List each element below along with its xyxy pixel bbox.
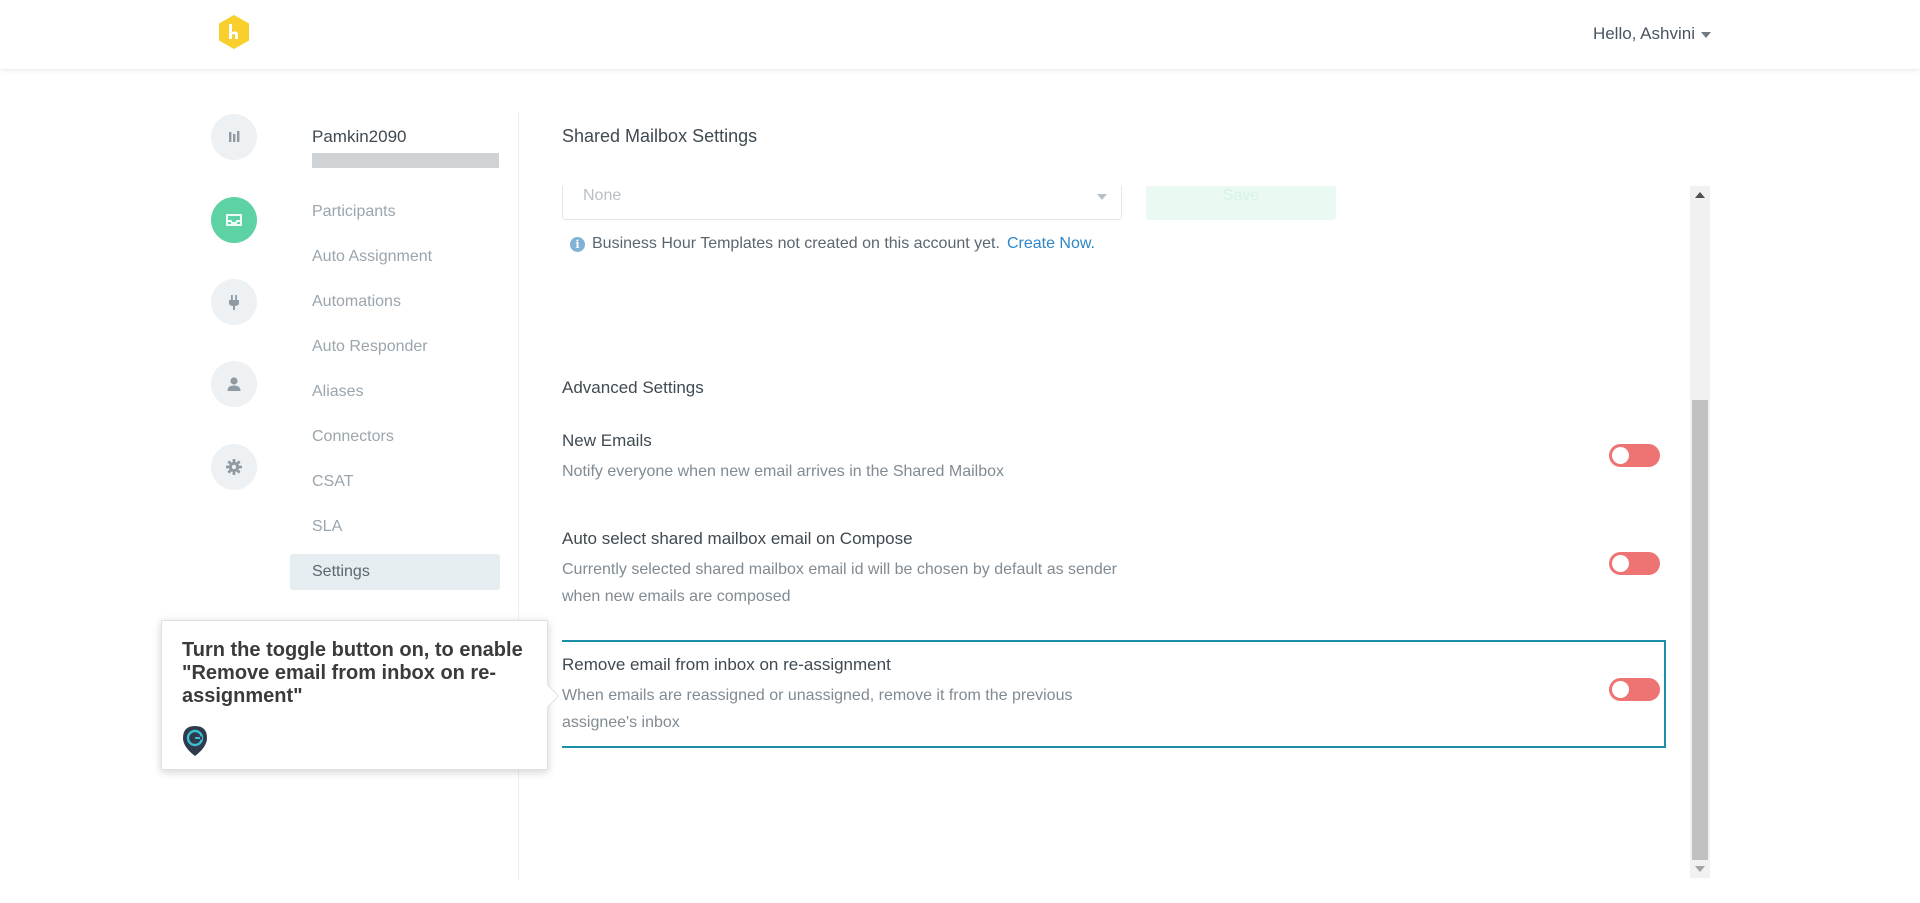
subnav-item-aliases[interactable]: Aliases bbox=[312, 383, 364, 400]
mailbox-email-placeholder bbox=[312, 153, 499, 168]
setting-new-emails bbox=[562, 430, 1672, 485]
auto-select-compose-toggle[interactable] bbox=[1609, 552, 1660, 575]
setting-title: New Emails bbox=[562, 431, 652, 450]
gear-icon bbox=[224, 457, 244, 477]
subnav-item-connectors[interactable]: Connectors bbox=[312, 428, 394, 445]
guide-tooltip bbox=[161, 620, 548, 770]
create-now-link[interactable]: Create Now. bbox=[1006, 235, 1095, 252]
page-title: Shared Mailbox Settings bbox=[562, 126, 758, 146]
tooltip-text: Turn the toggle button on, to enable "Remove email from inbox on re-assignment" bbox=[182, 639, 523, 707]
subnav-item-participants[interactable]: Participants bbox=[312, 203, 396, 220]
plug-icon bbox=[224, 292, 244, 312]
advanced-settings-title: Advanced Settings bbox=[562, 378, 704, 397]
inbox-icon bbox=[224, 210, 244, 230]
select-value: None bbox=[583, 187, 622, 204]
scroll-down-icon[interactable] bbox=[1695, 866, 1705, 872]
save-button[interactable]: Save bbox=[1146, 186, 1336, 220]
chevron-down-icon bbox=[1701, 32, 1711, 38]
top-bar bbox=[0, 0, 1920, 69]
subnav-item-auto-responder[interactable]: Auto Responder bbox=[312, 338, 428, 355]
setting-description: Notify everyone when new email arrives in the Shared Mailbox bbox=[562, 463, 1004, 480]
business-hours-select[interactable] bbox=[562, 186, 1122, 220]
rail-users[interactable] bbox=[211, 361, 257, 407]
user-icon bbox=[224, 374, 244, 394]
scroll-up-icon[interactable] bbox=[1695, 192, 1705, 198]
subnav-item-sla[interactable]: SLA bbox=[312, 518, 343, 535]
business-hours-info bbox=[570, 235, 1095, 253]
tooltip-arrow bbox=[537, 685, 560, 708]
scrollbar-thumb[interactable] bbox=[1692, 400, 1708, 860]
guide-pin-icon bbox=[182, 725, 208, 757]
rail-mailboxes[interactable] bbox=[211, 197, 257, 243]
rail-integrations[interactable] bbox=[211, 279, 257, 325]
setting-title: Remove email from inbox on re-assignment bbox=[562, 655, 891, 674]
rail-settings[interactable] bbox=[211, 444, 257, 490]
setting-auto-select-compose bbox=[562, 528, 1672, 610]
scrollbar[interactable] bbox=[1690, 186, 1710, 878]
subnav-item-auto-assignment[interactable]: Auto Assignment bbox=[312, 248, 433, 265]
chevron-down-icon bbox=[1097, 194, 1107, 200]
setting-description: When emails are reassigned or unassigned, remove it from the previous assignee's inbox bbox=[562, 687, 1073, 731]
app-logo[interactable] bbox=[216, 14, 252, 50]
toggle-knob bbox=[1612, 447, 1629, 464]
bar-chart-icon bbox=[224, 127, 244, 147]
user-menu[interactable] bbox=[1593, 24, 1711, 44]
mailbox-name: Pamkin2090 bbox=[312, 127, 407, 146]
subnav-item-settings[interactable]: Settings bbox=[290, 554, 500, 590]
toggle-knob bbox=[1612, 555, 1629, 572]
guide-highlight-box bbox=[562, 640, 1666, 748]
setting-title: Auto select shared mailbox email on Compose bbox=[562, 529, 913, 548]
rail-reports[interactable] bbox=[211, 114, 257, 160]
subnav-item-csat[interactable]: CSAT bbox=[312, 473, 354, 490]
greeting-text: Hello, Ashvini bbox=[1592, 24, 1695, 43]
subnav-item-automations[interactable]: Automations bbox=[312, 293, 401, 310]
setting-description: Currently selected shared mailbox email id will be chosen by default as sender when new emails are composed bbox=[562, 561, 1117, 605]
info-text: Business Hour Templates not created on this account yet. bbox=[592, 235, 1000, 252]
new-emails-toggle[interactable] bbox=[1609, 444, 1660, 467]
settings-scroll-area[interactable] bbox=[562, 186, 1688, 878]
info-icon: i bbox=[570, 237, 585, 252]
